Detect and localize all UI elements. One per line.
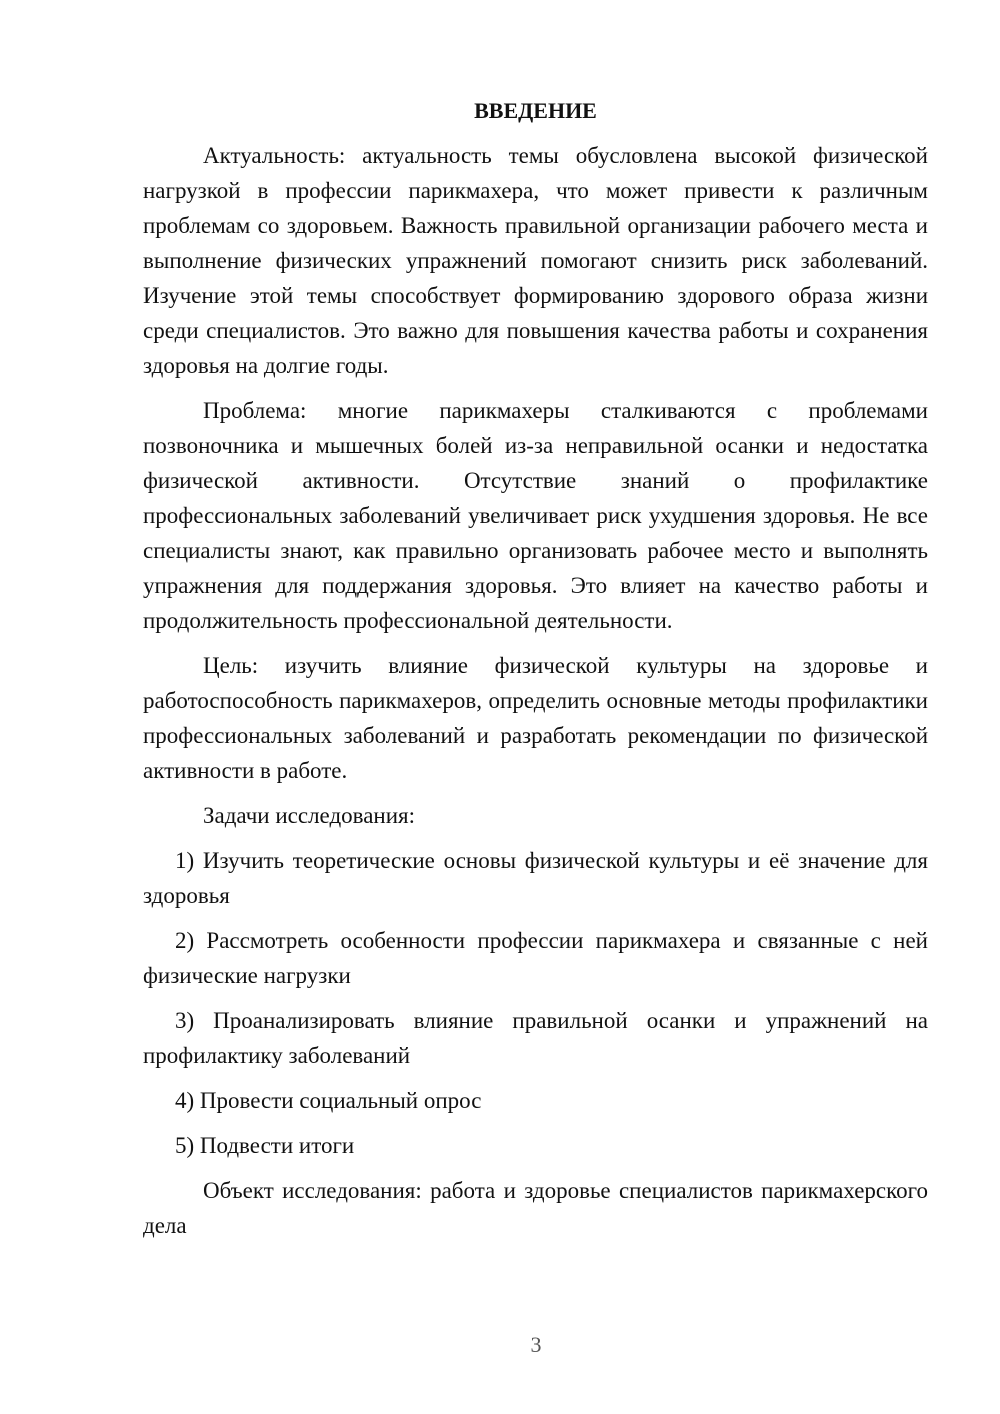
task-item: 1) Изучить теоретические основы физической культуры и её значение для здоровья [143,848,928,908]
task-item: 3) Проанализировать влияние правильной осанки и упражнений на профилактику заболеваний [143,1008,928,1068]
paragraph-problem: Проблема: многие парикмахеры сталкиваются с проблемами позвоночника и мышечных болей из-за неправильной осанки и недостатка физической активности. Отсутствие знаний о профилактике профессиональных заболеваний увеличивает риск ухудшения здоровья. Не все специалисты знают, как правильно организовать рабочее место и выполнять упражнения для поддержания здоровья. Это влияет на качество работы и продолжительность профессиональной деятельности. [143,398,928,633]
task-item: 5) Подвести итоги [175,1133,355,1158]
page-number: 3 [530,1332,542,1357]
task-item: 2) Рассмотреть особенности профессии парикмахера и связанные с ней физические нагрузки [143,928,928,988]
paragraph-goal: Цель: изучить влияние физической культуры на здоровье и работоспособность парикмахеров, определить основные методы профилактики профессиональных заболеваний и разработать рекомендации по физической активности в работе. [143,653,928,783]
page-title: ВВЕДЕНИЕ [474,98,597,123]
paragraph-object: Объект исследования: работа и здоровье специалистов парикмахерского дела [143,1178,928,1238]
document-body [143,93,928,1253]
task-item: 4) Провести социальный опрос [175,1088,482,1113]
paragraph-relevance: Актуальность: актуальность темы обусловлена высокой физической нагрузкой в профессии парикмахера, что может привести к различным проблемам со здоровьем. Важность правильной организации рабочего места и выполнение физических упражнений помогают снизить риск заболеваний. Изучение этой темы способствует формированию здорового образа жизни среди специалистов. Это важно для повышения качества работы и сохранения здоровья на долгие годы. [143,143,928,378]
tasks-list [143,843,928,1163]
tasks-heading: Задачи исследования: [203,803,416,828]
